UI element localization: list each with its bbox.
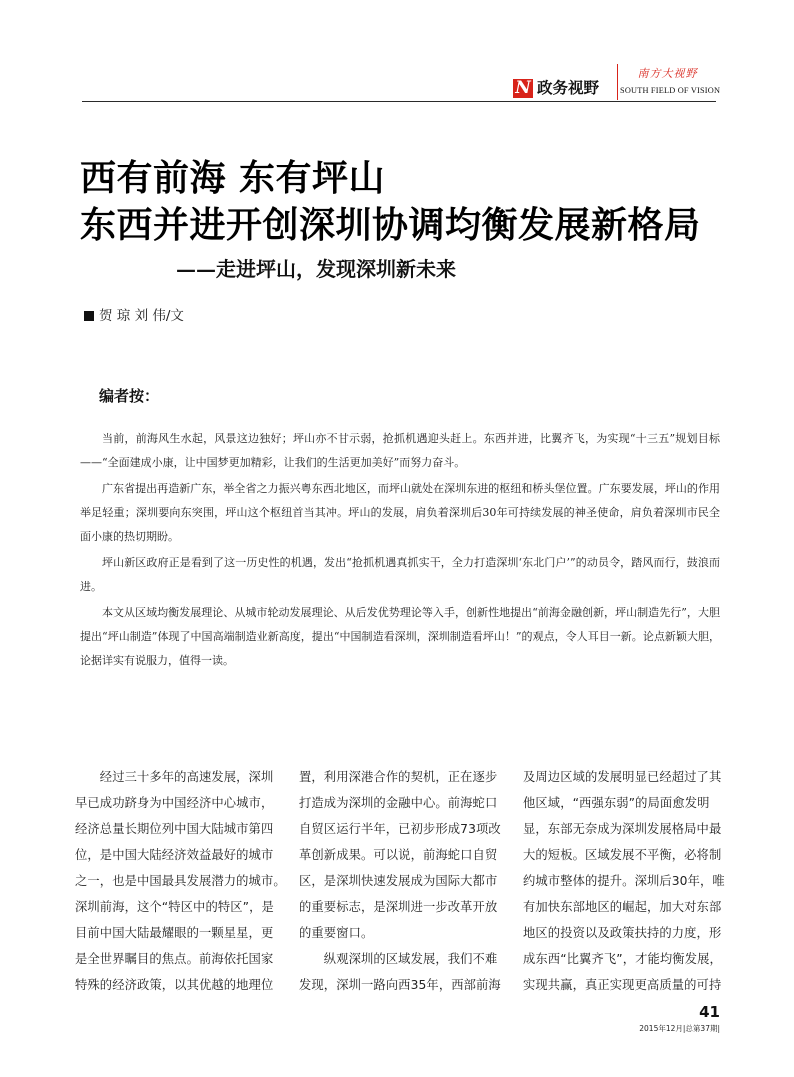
body-line: 地区的投资以及政策扶持的力度，形 — [523, 926, 722, 940]
body-line: 发现，深圳一路向西35年，西部前海 — [299, 978, 501, 992]
body-line: 的重要窗口。 — [299, 926, 374, 940]
magazine-logo: N — [513, 79, 533, 98]
section-title: 政务视野 — [537, 78, 600, 97]
body-line: 特殊的经济政策，以其优越的地理位 — [75, 978, 274, 992]
body-line: 约城市整体的提升。深圳后30年，唯 — [523, 874, 725, 888]
editor-note — [80, 427, 720, 675]
body-line: 他区域，“西强东弱”的局面愈发明 — [523, 796, 710, 810]
body-line: 区，是深圳快速发展成为国际大都市 — [299, 874, 498, 888]
body-line: 及周边区域的发展明显已经超过了其 — [523, 770, 722, 784]
body-line: 置，利用深港合作的契机，正在逐步 — [299, 770, 498, 784]
brand-subtitle: SOUTH FIELD OF VISION — [620, 86, 721, 95]
editor-note-paragraph: 广东省提出再造新广东，举全省之力振兴粤东西北地区，而坪山就处在深圳东进的枢纽和桥头堡位置。广东要发展，坪山的作用举足轻重；深圳要向东突围，坪山这个枢纽首当其冲。坪山的发展，肩负着深圳后30年可持续发展的神圣使命，肩负着深圳市民全面小康的热切期盼。 — [80, 482, 720, 543]
body-line: 大的短板。区域发展不平衡，必将制 — [523, 848, 722, 862]
body-line: 革创新成果。可以说，前海蛇口自贸 — [299, 848, 498, 862]
body-column-2 — [299, 764, 499, 998]
author-names: 贺 琼 刘 伟/文 — [99, 308, 184, 324]
body-column-3 — [523, 764, 723, 998]
article-subtitle: ——走进坪山，发现深圳新未来 — [176, 257, 456, 281]
body-line: 实现共赢，真正实现更高质量的可持 — [523, 978, 722, 992]
body-line: 深圳前海，这个“特区中的特区”，是 — [75, 900, 274, 914]
body-line: 目前中国大陆最耀眼的一颗星星，更 — [75, 926, 274, 940]
brand-name: 南方大视野 — [637, 67, 698, 80]
body-line: 显，东部无奈成为深圳发展格局中最 — [523, 822, 722, 836]
body-line: 自贸区运行半年，已初步形成73项改 — [299, 822, 501, 836]
editor-note-heading: 编者按： — [99, 387, 160, 405]
body-line: 打造成为深圳的金融中心。前海蛇口 — [299, 796, 498, 810]
body-line: 的重要标志，是深圳进一步改革开放 — [299, 900, 498, 914]
page-number: 41 — [699, 1003, 720, 1021]
issue-info: 2015年12月|总第37期| — [639, 1024, 720, 1033]
author-byline — [84, 307, 184, 325]
editor-note-paragraph: 本文从区域均衡发展理论、从城市轮动发展理论、从后发优势理论等入手，创新性地提出“前海金融创新，坪山制造先行”，大胆提出“坪山制造”体现了中国高端制造业新高度，提出“中国制造看深圳，深圳制造看坪山！”的观点，令人耳目一新。论点新颖大胆，论据详实有说服力，值得一读。 — [80, 606, 720, 667]
body-line: 之一，也是中国最具发展潜力的城市。 — [75, 874, 286, 888]
byline-square-icon — [84, 311, 94, 321]
body-line: 是全世界瞩目的焦点。前海依托国家 — [75, 952, 274, 966]
body-column-1 — [75, 764, 286, 998]
brand-box — [617, 64, 721, 100]
editor-note-paragraph: 坪山新区政府正是看到了这一历史性的机遇，发出“抢抓机遇真抓实干，全力打造深圳‘东北门户’”的动员令，踏风而行，鼓浪而进。 — [80, 556, 720, 593]
body-line: 经过三十多年的高速发展，深圳 — [75, 770, 274, 784]
body-line: 位，是中国大陆经济效益最好的城市 — [75, 848, 274, 862]
editor-note-paragraph: 当前，前海风生水起，风景这边独好；坪山亦不甘示弱，抢抓机遇迎头赶上。东西并进，比翼齐飞，为实现“十三五”规划目标——“全面建成小康，让中国梦更加精彩，让我们的生活更加美好”而努力奋斗。 — [80, 432, 720, 469]
article-title-line2: 东西并进开创深圳协调均衡发展新格局 — [80, 204, 701, 246]
body-line: 经济总量长期位列中国大陆城市第四 — [75, 822, 274, 836]
article-title-line1: 西有前海 东有坪山 — [80, 157, 386, 199]
body-line: 有加快东部地区的崛起，加大对东部 — [523, 900, 722, 914]
header-rule — [82, 101, 716, 102]
body-line: 成东西“比翼齐飞”，才能均衡发展， — [523, 952, 722, 966]
body-line: 纵观深圳的区域发展，我们不难 — [299, 952, 498, 966]
body-line: 早已成功跻身为中国经济中心城市， — [75, 796, 274, 810]
